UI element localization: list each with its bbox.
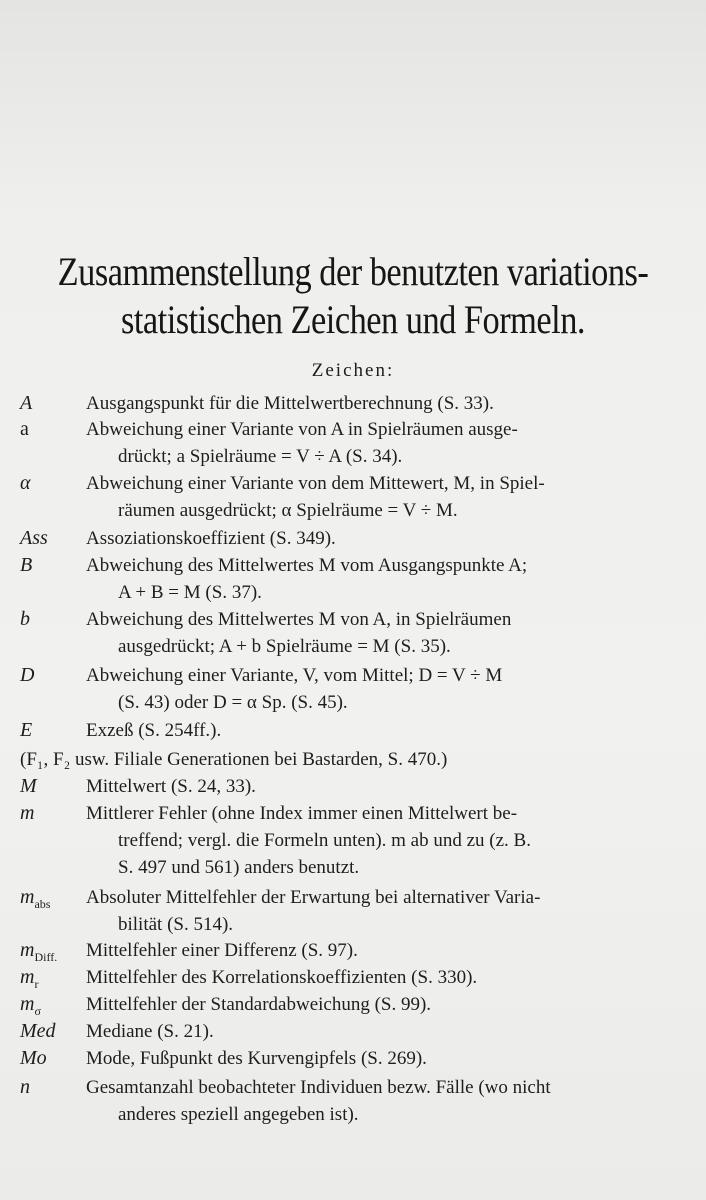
entry-description: Mittelfehler der Standardabweichung (S. 99). xyxy=(86,994,432,1015)
entry-description: Abweichung einer Variante von dem Mittewert, M, in Spiel- räumen ausgedrückt; α Spielräume = V ÷ M. xyxy=(86,473,545,521)
entry-symbol: $m_\sigma$ xyxy=(20,993,41,1018)
entry-symbol: α xyxy=(20,472,31,494)
entry-description: Mediane (S. 21). xyxy=(86,1021,214,1042)
entry-symbol: $m_r$ xyxy=(20,966,39,991)
entry-description: (F₁, F₂ usw. Filiale Generationen bei Bastarden, S. 470.) xyxy=(20,749,448,770)
entry-symbol: a xyxy=(20,418,29,440)
entry-symbol: n xyxy=(20,1076,30,1098)
entry-description: Exzeß (S. 254ff.). xyxy=(86,720,222,741)
entry-description: Absoluter Mittelfehler der Erwartung bei alternativer Varia- bilität (S. 514). xyxy=(86,887,541,935)
entry-symbol: $m_{abs}$ xyxy=(20,886,51,911)
entry-symbol: E xyxy=(20,719,33,741)
entry-description: Abweichung einer Variante von A in Spielräumen ausge- drückt; a Spielräume = V ÷ A (S. 34). xyxy=(86,419,518,467)
entry-symbol: $m_{Diff.}$ xyxy=(20,939,58,964)
entry-description: Mittelfehler des Korrelationskoeffizienten (S. 330). xyxy=(86,967,478,988)
title-line-1: Zusammenstellung der benutzten variations- xyxy=(57,249,649,294)
entry-description: Mittelwert (S. 24, 33). xyxy=(86,776,256,797)
entry-symbol: B xyxy=(20,554,33,576)
entry-symbol: Ass xyxy=(20,527,48,549)
entry-description: Gesamtanzahl beobachteter Individuen bezw. Fälle (wo nicht anderes speziell angegeben ist). xyxy=(86,1077,551,1125)
entry-description: Assoziationskoeffizient (S. 349). xyxy=(86,528,336,549)
entry-description: Mode, Fußpunkt des Kurvengipfels (S. 269). xyxy=(86,1048,427,1069)
entry-symbol: D xyxy=(20,664,35,686)
page-title xyxy=(49,248,656,344)
entry-description: Abweichung des Mittelwertes M vom Ausgangspunkte A; A + B = M (S. 37). xyxy=(86,555,528,603)
title-line-2: statistischen Zeichen und Formeln. xyxy=(121,297,585,342)
entry-description: Abweichung des Mittelwertes M von A, in Spielräumen ausgedrückt; A + b Spielräume = M (S. 35). xyxy=(86,609,512,657)
entry-description: Mittlerer Fehler (ohne Index immer einen Mittelwert be- treffend; vergl. die Formeln unten). m ab und zu (z. B. S. 497 und 561) anders benutzt. xyxy=(86,803,531,878)
entry-symbol: m xyxy=(20,802,35,824)
entry-symbol: Med xyxy=(20,1020,56,1042)
entry-description: Mittelfehler einer Differenz (S. 97). xyxy=(86,940,358,961)
section-heading: Zeichen: xyxy=(311,360,395,381)
entry-symbol: Mo xyxy=(20,1047,47,1069)
entry-symbol: b xyxy=(20,608,30,630)
entry-symbol: A xyxy=(20,392,33,414)
entry-description: Abweichung einer Variante, V, vom Mittel; D = V ÷ M (S. 43) oder D = α Sp. (S. 45). xyxy=(86,665,503,713)
entry-symbol: M xyxy=(20,775,37,797)
entry-description: Ausgangspunkt für die Mittelwertberechnung (S. 33). xyxy=(86,393,494,414)
